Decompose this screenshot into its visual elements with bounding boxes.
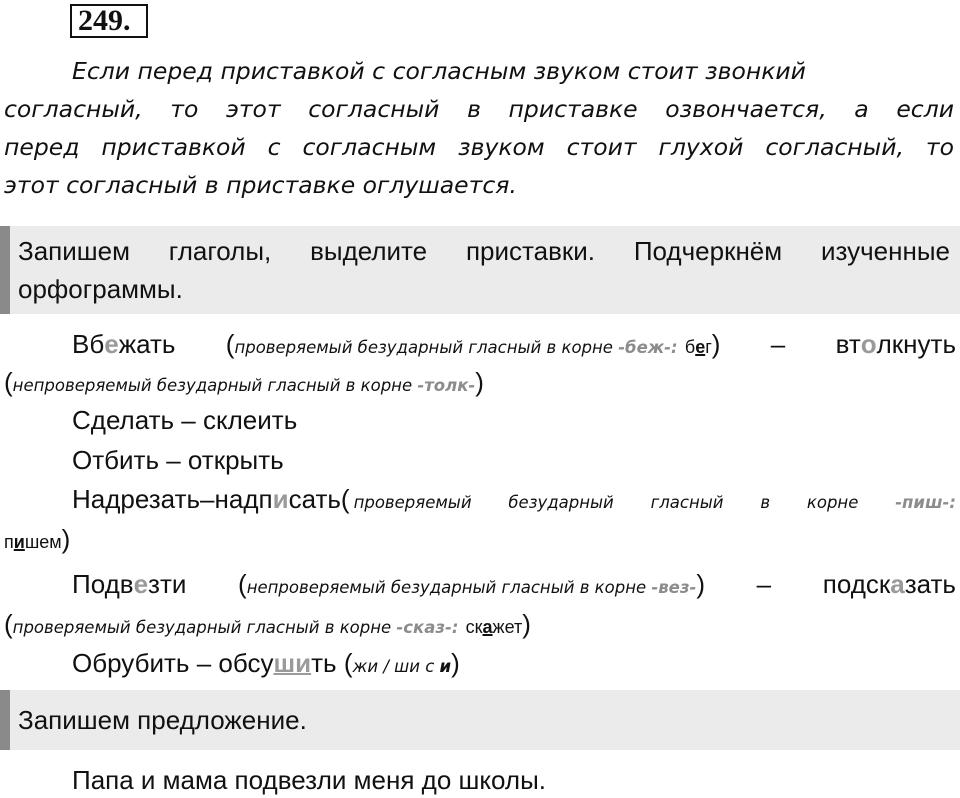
entry-row-4: Отбить – открыть	[72, 445, 284, 475]
rule-line-4: этот согласный в приставке оглушается.	[4, 171, 517, 199]
exercise-number: 249.	[70, 4, 148, 38]
word-podvezti: Подвезти	[72, 569, 187, 599]
entry-row-9: Обрубить – обсушить (жи / ши с и)	[72, 648, 460, 678]
entry-row-1	[72, 326, 956, 366]
entry-row-8: (проверяемый безударный гласный в корне -сказ-: скажет)	[4, 609, 531, 639]
entry-row-2: (непроверяемый безударный гласный в корне -толк-)	[4, 367, 484, 397]
rule-line-3: перед приставкой с согласным звуком стоит глухой согласный, то	[4, 133, 954, 161]
task1-line-1: Запишем глаголы, выделите приставки. Подчеркнём изученные	[18, 236, 950, 266]
word-vbezhat: Вбежать	[72, 329, 176, 359]
word-vtolknut: втолкнуть	[835, 329, 956, 359]
word-nadrezat: Надрезать	[72, 484, 201, 514]
task-banner-2: Запишем предложение.	[0, 690, 960, 750]
word-nadpisat: надписать	[214, 484, 341, 514]
entry-row-7: Подвезти (непроверяемый безударный гласный в корне -вез-) – подсказать	[72, 566, 956, 606]
entry-row-3: Сделать – склеить	[72, 405, 298, 435]
task1-line-2: орфограммы.	[18, 274, 183, 304]
final-sentence: Папа и мама подвезли меня до школы.	[72, 765, 546, 795]
note-beg: (проверяемый безударный гласный в корне -беж-: бег)	[225, 329, 721, 359]
dash: –	[770, 329, 786, 359]
note-pish: проверяемый безударный гласный в корне -пиш-:	[353, 493, 956, 512]
task-banner-1	[0, 226, 960, 314]
entry-row-5: Надрезать – надписать ( проверяемый безударный гласный в корне -пиш-:	[72, 481, 956, 521]
rule-text	[4, 52, 954, 204]
word-obsushit: обсушить	[218, 648, 337, 678]
rule-line-2: согласный, то этот согласный в приставке озвончается, а если	[4, 95, 954, 123]
rule-line-1: Если перед приставкой с согласным звуком стоит звонкий	[72, 57, 806, 85]
entry-row-6: пишем)	[4, 524, 71, 554]
word-podskazat: подсказать	[822, 569, 956, 599]
